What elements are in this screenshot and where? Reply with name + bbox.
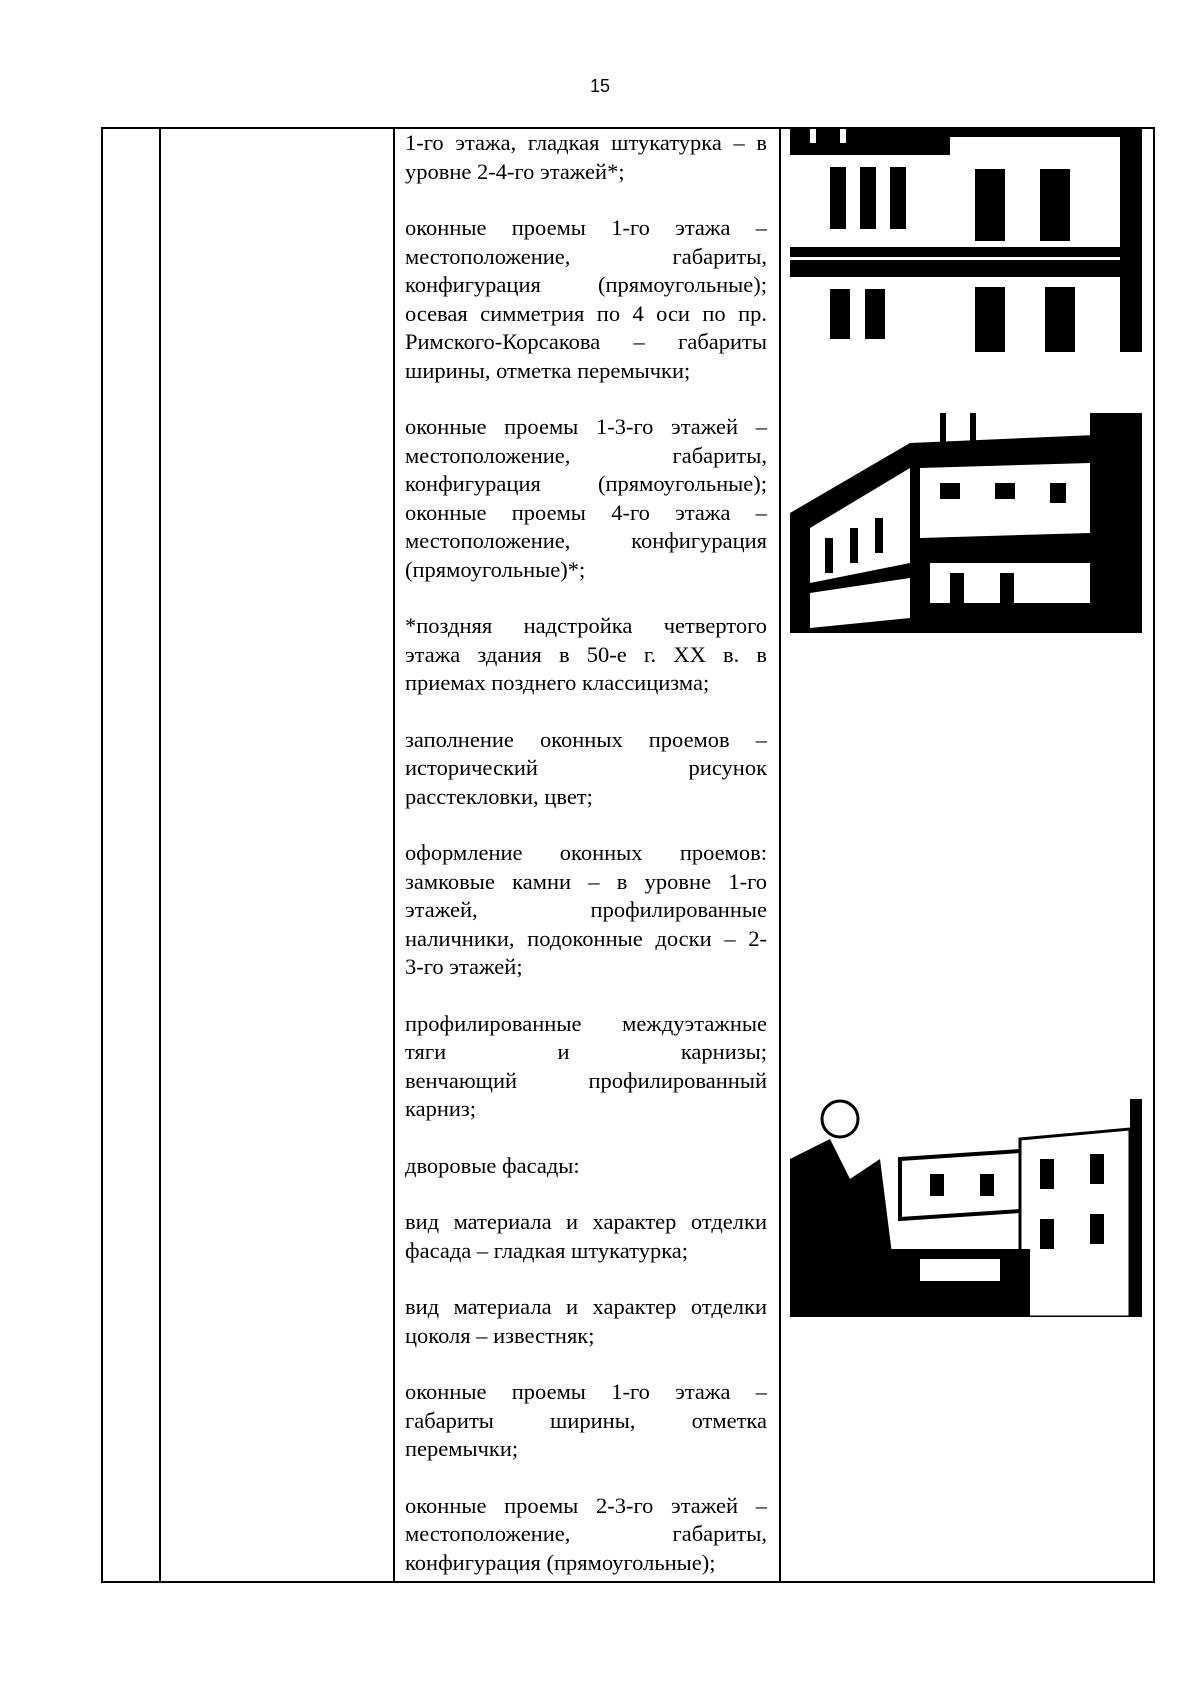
paragraph	[405, 1208, 767, 1265]
paragraph-line: местоположение, габариты,	[405, 1521, 767, 1546]
paragraph-line: осевая симметрия по 4 оси по пр.	[405, 300, 767, 326]
paragraph	[405, 1492, 767, 1578]
courtyard-facade-photo	[790, 1099, 1142, 1317]
paragraph-line: местоположение, габариты,	[405, 243, 767, 269]
paragraph-line: оконные проемы 1-го этажа –	[405, 1379, 767, 1404]
paragraph	[405, 413, 767, 584]
paragraph	[405, 839, 767, 982]
paragraph-line: Римского-Корсакова – габариты	[405, 329, 767, 354]
heritage-table	[101, 127, 1155, 1583]
paragraph-line: этажей, профилированные	[405, 897, 767, 922]
paragraph-line: оконные проемы 1-3-го этажей –	[405, 414, 767, 439]
paragraph-line: фасада – гладкая штукатурка;	[405, 1237, 689, 1263]
paragraph-line: оформление оконных проемов:	[405, 840, 767, 865]
paragraph-line: 3-го этажей;	[405, 954, 523, 979]
paragraph-line: вид материала и характер отделки	[405, 1294, 767, 1319]
paragraph	[405, 1293, 767, 1350]
paragraph	[405, 214, 767, 385]
paragraph	[405, 129, 767, 186]
paragraph	[405, 726, 767, 812]
paragraph-line: *поздняя надстройка четвертого	[405, 613, 767, 638]
paragraph-line: конфигурация (прямоугольные);	[405, 471, 767, 496]
paragraph-line: местоположение, габариты,	[405, 442, 767, 468]
paragraph	[405, 1152, 767, 1181]
page-number: 15	[589, 76, 611, 96]
paragraph-line: карниз;	[405, 1096, 477, 1121]
paragraph-line: оконные проемы 2-3-го этажей –	[405, 1492, 767, 1518]
paragraph-list	[405, 129, 767, 1577]
paragraph-line: ширины, отметка перемычки;	[405, 357, 691, 383]
paragraph-line: профилированные междуэтажные	[405, 1010, 767, 1036]
paragraph-line: наличники, подоконные доски – 2-	[405, 925, 767, 951]
paragraph-line: уровне 2-4-го этажей*;	[405, 158, 625, 184]
paragraph-line: исторический рисунок	[405, 755, 767, 780]
paragraph-line: 1-го этажа, гладкая штукатурка – в	[405, 130, 767, 155]
paragraph-line: замковые камни – в уровне 1-го	[405, 868, 767, 894]
facade-photo-1	[790, 127, 1142, 352]
paragraph-line: вид материала и характер отделки	[405, 1209, 767, 1234]
paragraph-line: заполнение оконных проемов –	[405, 726, 767, 752]
paragraph-line: местоположение, конфигурация	[405, 528, 767, 553]
column-divider-3	[779, 129, 781, 1581]
paragraph-line: конфигурация (прямоугольные);	[405, 1549, 716, 1575]
paragraph	[405, 1378, 767, 1464]
paragraph-line: конфигурация (прямоугольные);	[405, 272, 767, 297]
paragraph	[405, 1010, 767, 1124]
paragraph-line: тяги и карнизы;	[405, 1039, 767, 1064]
paragraph-line: расстекловки, цвет;	[405, 783, 593, 809]
paragraph-line: этажа здания в 50-е г. XX в. в	[405, 641, 767, 667]
paragraph-line: венчающий профилированный	[405, 1067, 767, 1093]
paragraph-line: оконные проемы 4-го этажа –	[405, 499, 767, 525]
paragraph-line: оконные проемы 1-го этажа –	[405, 215, 767, 240]
paragraph-line: цоколя – известняк;	[405, 1322, 595, 1348]
column-divider-1	[159, 129, 161, 1581]
paragraph-line: (прямоугольные)*;	[405, 556, 586, 582]
paragraph-line: приемах позднего классицизма;	[405, 670, 710, 695]
paragraph-line: дворовые фасады:	[405, 1152, 580, 1178]
paragraph-line: габариты ширины, отметка	[405, 1407, 767, 1433]
paragraph	[405, 612, 767, 698]
column-divider-2	[393, 129, 395, 1581]
protected-elements-cell	[405, 129, 767, 1577]
facade-photo-2	[790, 413, 1142, 633]
paragraph-line: перемычки;	[405, 1436, 519, 1461]
